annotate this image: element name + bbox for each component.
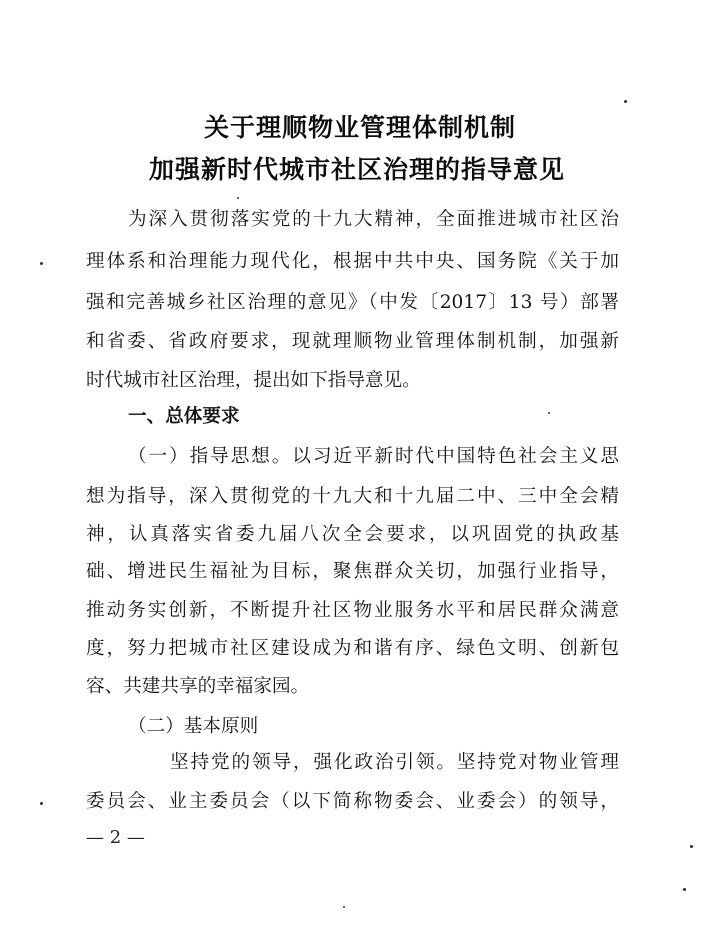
paragraph-line: （一）指导思想。以习近平新时代中国特色社会主义思: [128, 446, 619, 467]
scan-speck: [343, 906, 345, 908]
paragraph-line: 神，认真落实省委九届八次全会要求，以巩固党的执政基: [86, 524, 619, 545]
scan-speck: [237, 197, 239, 199]
paragraph-line: 委员会、业主委员会（以下简称物委会、业委会）的领导，: [86, 791, 619, 812]
paragraph-line: 容、共建共享的幸福家园。: [86, 676, 310, 697]
document-title-line-1: 关于理顺物业管理体制机制: [203, 113, 516, 142]
scan-speck: [690, 845, 693, 848]
paragraph-line: 度，努力把城市社区建设成为和谐有序、绿色文明、创新包: [86, 638, 619, 659]
paragraph-line: 和省委、省政府要求，现就理顺物业管理体制机制，加强新: [86, 331, 619, 352]
paragraph-line: 础、增进民生福祉为目标，聚焦群众关切，加强行业指导，: [86, 561, 619, 582]
paragraph-line: 坚持党的领导，强化政治引领。坚持党对物业管理: [170, 752, 619, 773]
scan-speck: [40, 802, 43, 805]
paragraph-line: 为深入贯彻落实党的十九大精神，全面推进城市社区治: [128, 209, 619, 230]
scan-speck: [624, 100, 627, 103]
scan-speck: [40, 262, 43, 265]
paragraph-line: 想为指导，深入贯彻党的十九大和十九届二中、三中全会精: [86, 486, 619, 507]
paragraph-line: 强和完善城乡社区治理的意见》（中发〔2017〕13 号）部署: [86, 292, 619, 313]
document-title-line-2: 加强新时代城市社区治理的指导意见: [148, 155, 565, 184]
paragraph-line: 理体系和治理能力现代化，根据中共中央、国务院《关于加: [86, 251, 619, 272]
page-number: — 2 —: [86, 827, 145, 848]
paragraph-line: 推动务实创新，不断提升社区物业服务水平和居民群众满意: [86, 600, 619, 621]
scan-speck: [683, 888, 686, 891]
section-heading: 一、总体要求: [128, 406, 240, 427]
scan-speck: [548, 412, 550, 414]
subsection-heading: （二）基本原则: [128, 716, 259, 737]
paragraph-line: 时代城市社区治理，提出如下指导意见。: [86, 370, 421, 391]
